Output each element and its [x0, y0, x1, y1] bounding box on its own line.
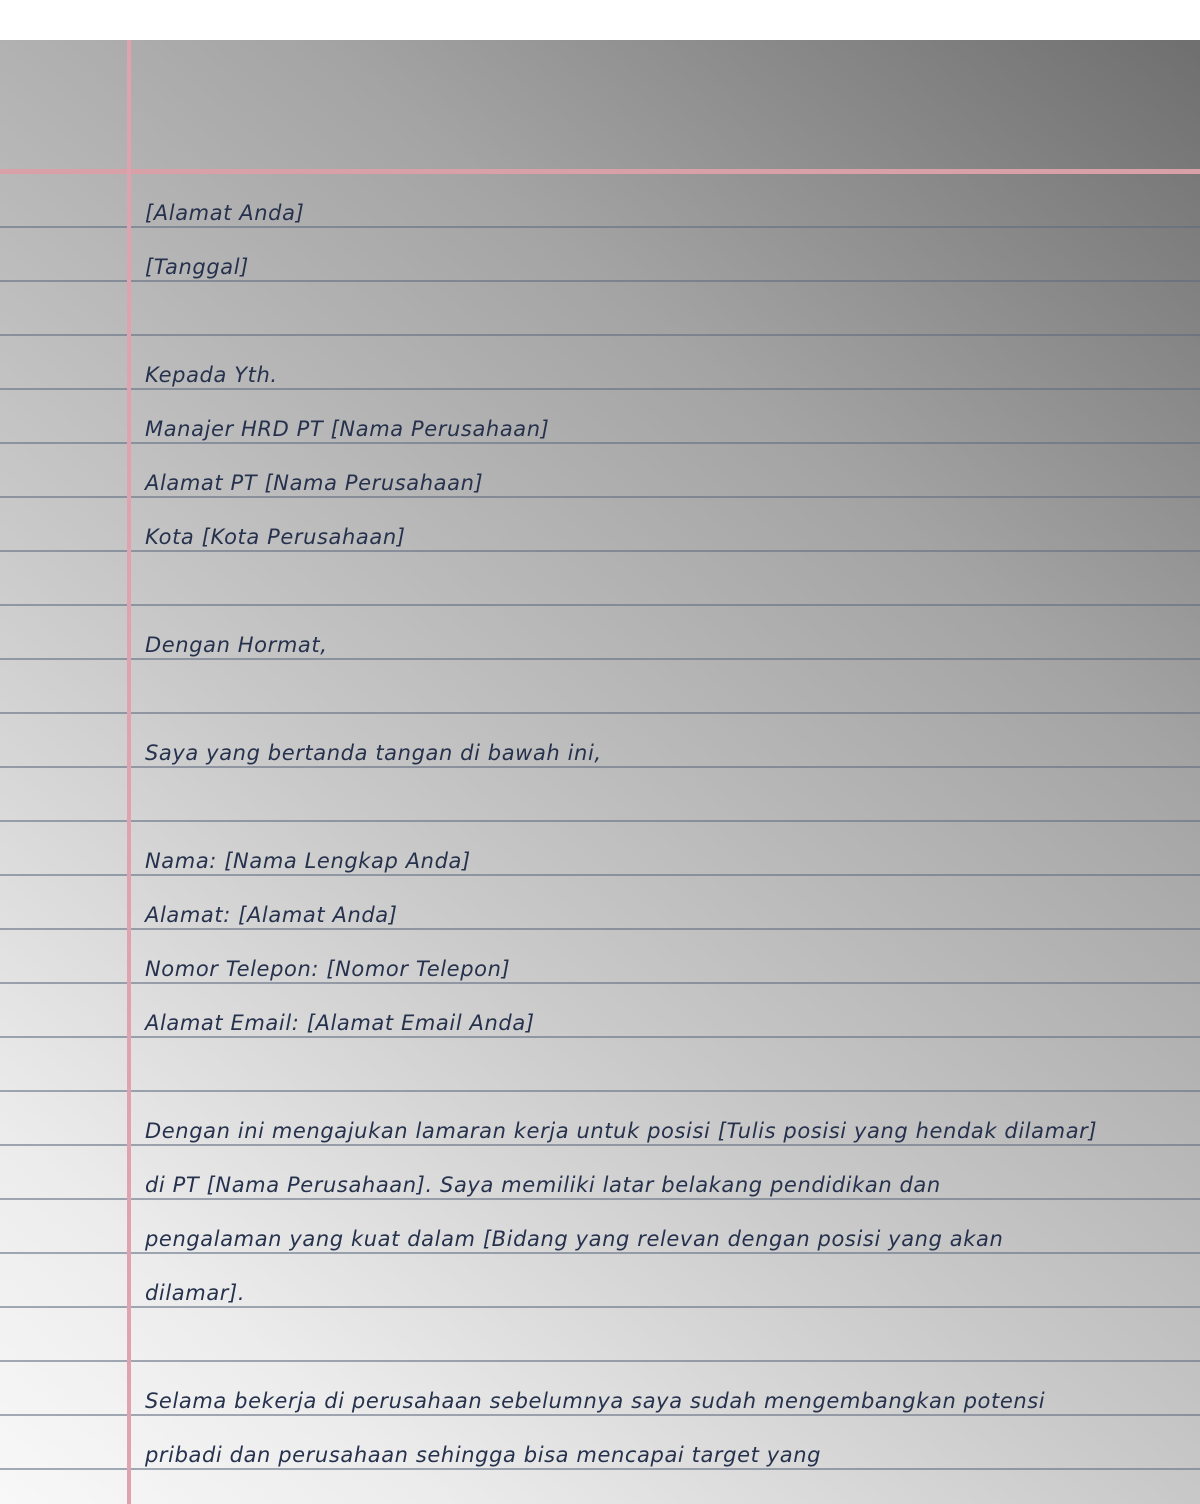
body1-line: pengalaman yang kuat dalam [Bidang yang relevan dengan posisi yang akan	[145, 1227, 1004, 1251]
letter-date: [Tanggal]	[145, 255, 249, 279]
sender-address: [Alamat Anda]	[145, 201, 305, 225]
rule-line	[0, 1306, 1200, 1308]
rule-line	[0, 1036, 1200, 1038]
header-rule	[0, 169, 1200, 174]
rule-line	[0, 388, 1200, 390]
rule-line	[0, 604, 1200, 606]
rule-line	[0, 874, 1200, 876]
rule-line	[0, 226, 1200, 228]
body2-line: Selama bekerja di perusahaan sebelumnya saya sudah mengembangkan potensi	[145, 1389, 1046, 1413]
recipient-manager: Manajer HRD PT [Nama Perusahaan]	[145, 417, 550, 441]
rule-line	[0, 820, 1200, 822]
identity-address: Alamat: [Alamat Anda]	[145, 903, 398, 927]
rule-line	[0, 1414, 1200, 1416]
rule-line	[0, 496, 1200, 498]
rule-line	[0, 1090, 1200, 1092]
identity-name: Nama: [Nama Lengkap Anda]	[145, 849, 471, 873]
recipient-address: Alamat PT [Nama Perusahaan]	[145, 471, 484, 495]
rule-line	[0, 982, 1200, 984]
rule-line	[0, 550, 1200, 552]
lined-paper	[0, 40, 1200, 1504]
rule-line	[0, 1252, 1200, 1254]
rule-line	[0, 1198, 1200, 1200]
identity-phone: Nomor Telepon: [Nomor Telepon]	[145, 957, 511, 981]
rule-line	[0, 1360, 1200, 1362]
opening-line: Saya yang bertanda tangan di bawah ini,	[145, 741, 602, 765]
recipient-city: Kota [Kota Perusahaan]	[145, 525, 406, 549]
rule-line	[0, 766, 1200, 768]
rule-line	[0, 334, 1200, 336]
rule-line	[0, 442, 1200, 444]
rule-line	[0, 1468, 1200, 1470]
rule-line	[0, 928, 1200, 930]
salutation: Dengan Hormat,	[145, 633, 328, 657]
rule-line	[0, 280, 1200, 282]
rule-line	[0, 658, 1200, 660]
recipient-greeting: Kepada Yth.	[145, 363, 278, 387]
identity-email: Alamat Email: [Alamat Email Anda]	[145, 1011, 535, 1035]
margin-line	[127, 40, 131, 1504]
rule-line	[0, 1144, 1200, 1146]
rule-line	[0, 712, 1200, 714]
body1-line: dilamar].	[145, 1281, 246, 1305]
body1-line: Dengan ini mengajukan lamaran kerja untuk posisi [Tulis posisi yang hendak dilamar]	[145, 1119, 1098, 1143]
body2-line: pribadi dan perusahaan sehingga bisa mencapai target yang	[145, 1443, 822, 1467]
body1-line: di PT [Nama Perusahaan]. Saya memiliki latar belakang pendidikan dan	[145, 1173, 941, 1197]
